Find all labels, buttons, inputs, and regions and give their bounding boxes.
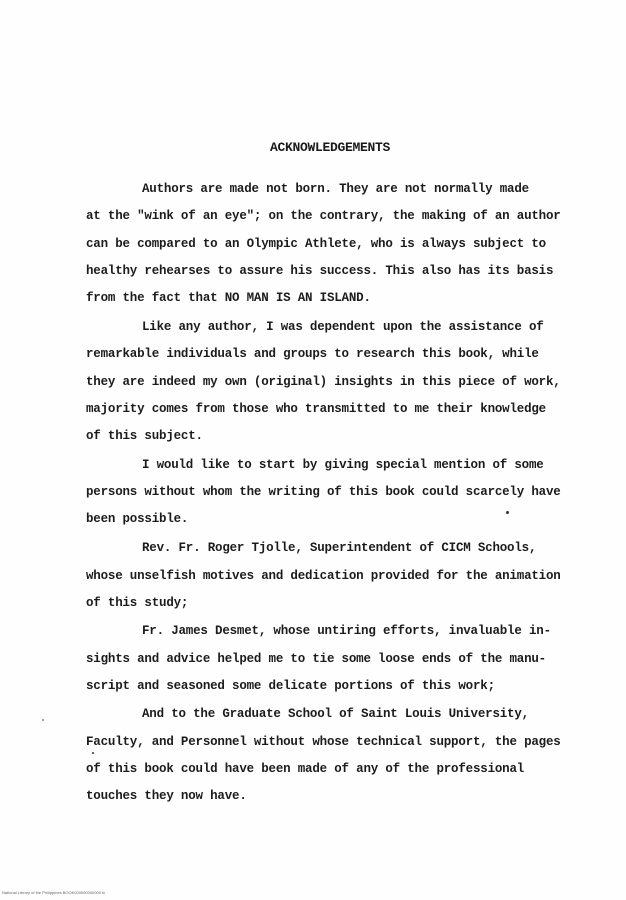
text-line: remarkable individuals and groups to research this book, while <box>86 347 539 361</box>
text-line: of this subject. <box>86 429 203 443</box>
text-line: been possible. <box>86 512 189 526</box>
page-footer: National Library of the Philippines BOOK000000000000 iii <box>2 890 105 895</box>
text-line: touches they now have. <box>86 789 247 803</box>
text-line: And to the Graduate School of Saint Louis University, <box>142 707 529 721</box>
text-line: Authors are made not born. They are not normally made <box>142 182 529 196</box>
scan-speck <box>92 752 94 754</box>
text-line: persons without whom the writing of this book could scarcely have <box>86 485 561 499</box>
text-line: from the fact that NO MAN IS AN ISLAND. <box>86 291 371 305</box>
text-line: whose unselfish motives and dedication provided for the animation <box>86 569 561 583</box>
text-line: at the "wink of an eye"; on the contrary, the making of an author <box>86 209 561 223</box>
scan-speck <box>42 719 44 721</box>
text-line: Fr. James Desmet, whose untiring efforts, invaluable in- <box>142 624 551 638</box>
scan-speck <box>506 511 509 514</box>
page-heading: ACKNOWLEDGEMENTS <box>269 140 391 155</box>
text-line: Faculty, and Personnel without whose technical support, the pages <box>86 735 561 749</box>
text-line: sights and advice helped me to tie some loose ends of the manu- <box>86 652 546 666</box>
text-line: majority comes from those who transmitted to me their knowledge <box>86 402 546 416</box>
text-line: healthy rehearses to assure his success. This also has its basis <box>86 264 554 278</box>
text-line: they are indeed my own (original) insights in this piece of work, <box>86 375 561 389</box>
text-line: I would like to start by giving special mention of some <box>142 458 544 472</box>
text-line: Like any author, I was dependent upon the assistance of <box>142 320 544 334</box>
text-line: of this study; <box>86 596 189 610</box>
text-line: Rev. Fr. Roger Tjolle, Superintendent of CICM Schools, <box>142 541 537 555</box>
text-line: of this book could have been made of any of the professional <box>86 762 525 776</box>
text-line: can be compared to an Olympic Athlete, who is always subject to <box>86 237 546 251</box>
text-line: script and seasoned some delicate portions of this work; <box>86 679 495 693</box>
